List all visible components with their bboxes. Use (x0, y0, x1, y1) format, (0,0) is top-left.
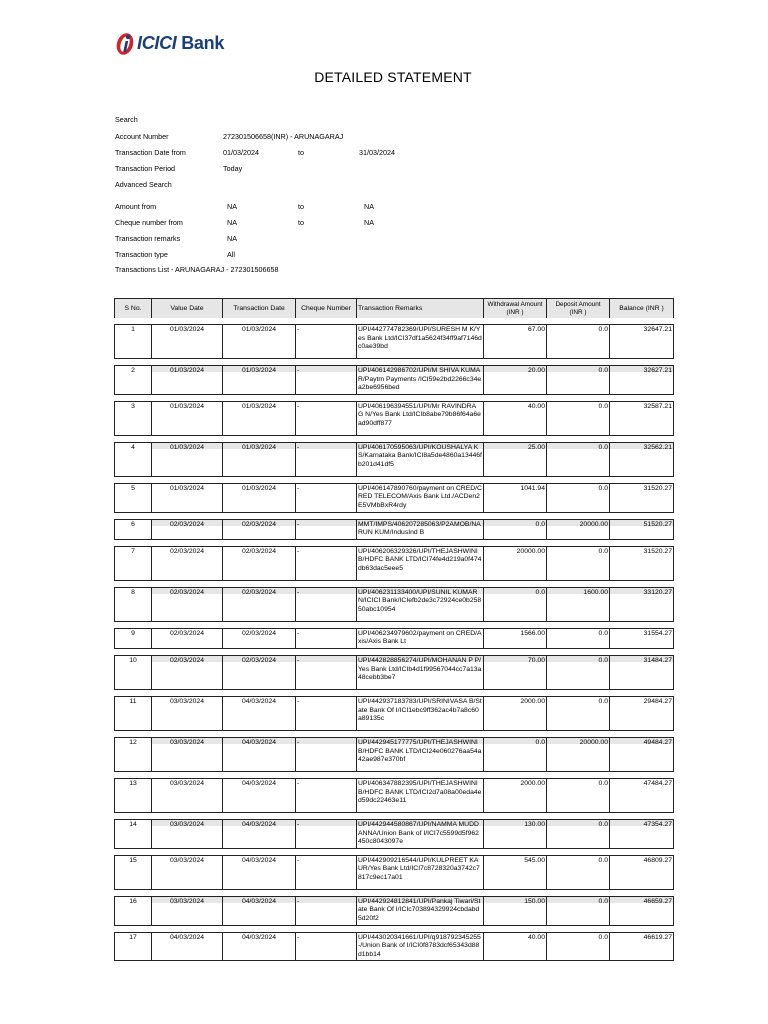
col-header-remarks: Transaction Remarks (356, 298, 483, 318)
cell-value-date: 03/03/2024 (151, 855, 222, 890)
col-header-transaction-date: Transaction Date (222, 298, 295, 318)
col-header-balance: Balance (INR ) (609, 298, 674, 318)
cell-cheque-number: - (295, 401, 356, 436)
cell-deposit: 0.0 (546, 855, 609, 890)
amount-to-value: NA (364, 202, 374, 211)
cell-deposit: 0.0 (546, 442, 609, 477)
cell-withdrawal: 2000.00 (483, 696, 546, 731)
cell-remarks: UPI/406234979602/payment on CRED/Axis/Axis Bank Lt (356, 628, 483, 649)
cheque-to-value: NA (364, 218, 374, 227)
advanced-search-heading: Advanced Search (115, 180, 172, 189)
cell-transaction-date: 04/03/2024 (222, 737, 295, 772)
cell-value-date: 03/03/2024 (151, 896, 222, 926)
cell-value-date: 02/03/2024 (151, 628, 222, 649)
amount-to-label: to (298, 202, 304, 211)
cell-cheque-number: - (295, 483, 356, 513)
cell-remarks: UPI/406347882395/UPI/THEJASHWINI B/HDFC BANK LTD/ICI2d7a08a00eda4ed59dc22463e11 (356, 778, 483, 813)
table-row (114, 628, 674, 649)
cell-value-date: 02/03/2024 (151, 655, 222, 690)
cell-sno: 12 (114, 737, 151, 772)
cell-transaction-date: 01/03/2024 (222, 401, 295, 436)
cheque-to-label: to (298, 218, 304, 227)
cell-withdrawal: 67.00 (483, 324, 546, 359)
table-row (114, 778, 674, 813)
cell-sno: 3 (114, 401, 151, 436)
cell-transaction-date: 04/03/2024 (222, 819, 295, 849)
cell-remarks: UPI/406142986702/UPI/M SHIVA KUMAR/Paytm Payments /ICI59e2bd2266c34ea2be6956bed (356, 365, 483, 395)
cell-remarks: UPI/442909216544/UPI/KULPREET KAUR/Yes Bank Ltd/ICI7c8728320a3742c7817c9ec17a01 (356, 855, 483, 890)
cell-transaction-date: 01/03/2024 (222, 365, 295, 395)
cell-cheque-number: - (295, 896, 356, 926)
period-label: Transaction Period (115, 164, 176, 173)
cell-balance: 29484.27 (609, 696, 674, 731)
cell-balance: 46659.27 (609, 896, 674, 926)
cell-withdrawal: 40.00 (483, 401, 546, 436)
cell-cheque-number: - (295, 324, 356, 359)
cell-transaction-date: 02/03/2024 (222, 628, 295, 649)
cell-value-date: 03/03/2024 (151, 819, 222, 849)
cell-balance: 49484.27 (609, 737, 674, 772)
cell-deposit: 0.0 (546, 932, 609, 962)
cell-remarks: UPI/442924812841/UPI/Pankaj Tiwari/State Bank Of I/ICIc703894329924cbdabd5d20f2 (356, 896, 483, 926)
cell-remarks: UPI/442945177775/UPI/THEJASHWINI B/HDFC BANK LTD/ICI24e060276aa54a42ae987e370bf (356, 737, 483, 772)
table-row (114, 546, 674, 581)
cheque-from-label: Cheque number from (115, 218, 183, 227)
cell-value-date: 03/03/2024 (151, 696, 222, 731)
cell-cheque-number: - (295, 778, 356, 813)
account-number-label: Account Number (115, 132, 169, 141)
cell-transaction-date: 02/03/2024 (222, 655, 295, 690)
cell-balance: 32647.21 (609, 324, 674, 359)
cell-sno: 6 (114, 519, 151, 540)
cell-value-date: 01/03/2024 (151, 442, 222, 477)
cell-balance: 31520.27 (609, 546, 674, 581)
cell-sno: 5 (114, 483, 151, 513)
cell-sno: 15 (114, 855, 151, 890)
cell-withdrawal: 0.0 (483, 519, 546, 540)
cell-cheque-number: - (295, 628, 356, 649)
cell-sno: 9 (114, 628, 151, 649)
cell-deposit: 0.0 (546, 896, 609, 926)
cell-remarks: UPI/442944580867/UPI/NAMMA MUDDANNA/Union Bank of I/ICI7c5599d5f962450c8043097e (356, 819, 483, 849)
page-title: DETAILED STATEMENT (314, 69, 472, 85)
cell-value-date: 02/03/2024 (151, 546, 222, 581)
cell-balance: 31554.27 (609, 628, 674, 649)
cell-balance: 47354.27 (609, 819, 674, 849)
cell-deposit: 0.0 (546, 696, 609, 731)
cell-value-date: 02/03/2024 (151, 519, 222, 540)
table-header-row (114, 298, 674, 318)
cell-cheque-number: - (295, 519, 356, 540)
cell-balance: 31520.27 (609, 483, 674, 513)
cell-transaction-date: 04/03/2024 (222, 932, 295, 962)
cell-balance: 32587.21 (609, 401, 674, 436)
type-label: Transaction type (115, 250, 168, 259)
type-value: All (227, 250, 235, 259)
cell-remarks: UPI/406206329326/UPI/THEJASHWINI B/HDFC BANK LTD/ICI74fe4d219a0f474db63dac5eee5 (356, 546, 483, 581)
cell-withdrawal: 25.00 (483, 442, 546, 477)
cell-sno: 13 (114, 778, 151, 813)
table-row (114, 401, 674, 436)
cell-sno: 7 (114, 546, 151, 581)
cell-cheque-number: - (295, 587, 356, 622)
cell-sno: 1 (114, 324, 151, 359)
cell-withdrawal: 70.00 (483, 655, 546, 690)
cell-withdrawal: 20.00 (483, 365, 546, 395)
cell-cheque-number: - (295, 696, 356, 731)
cell-value-date: 01/03/2024 (151, 483, 222, 513)
cell-deposit: 20000.00 (546, 519, 609, 540)
amount-from-value: NA (227, 202, 237, 211)
cell-value-date: 01/03/2024 (151, 365, 222, 395)
cell-deposit: 0.0 (546, 401, 609, 436)
cell-value-date: 02/03/2024 (151, 587, 222, 622)
cell-withdrawal: 545.00 (483, 855, 546, 890)
cell-transaction-date: 02/03/2024 (222, 587, 295, 622)
table-row (114, 696, 674, 731)
col-header-withdrawal: Withdrawal Amount (INR ) (483, 298, 546, 318)
cell-transaction-date: 04/03/2024 (222, 696, 295, 731)
brand-name (137, 33, 224, 54)
cell-deposit: 0.0 (546, 365, 609, 395)
cell-withdrawal: 2000.00 (483, 778, 546, 813)
cell-cheque-number: - (295, 819, 356, 849)
cell-transaction-date: 01/03/2024 (222, 324, 295, 359)
date-to-value: 31/03/2024 (359, 148, 395, 157)
cell-balance: 32562.21 (609, 442, 674, 477)
cell-remarks: UPI/442828856274/UPI/MOHANAN P P/Yes Bank Ltd/ICIb4d1f99567044cc7a13a48cebb3be7 (356, 655, 483, 690)
cell-cheque-number: - (295, 855, 356, 890)
amount-from-label: Amount from (115, 202, 157, 211)
cell-remarks: UPI/443020341661/UPI/q918792345255-/Union Bank of I/ICI0f8783dcf65343d88d1bb14 (356, 932, 483, 962)
transactions-body (114, 318, 674, 961)
cell-transaction-date: 01/03/2024 (222, 483, 295, 513)
cell-withdrawal: 150.00 (483, 896, 546, 926)
cell-remarks: UPI/406231133400/UPI/SUNIL KUMAR N/ICICI Bank/ICIefb2de3c72924ce0b25850abc10954 (356, 587, 483, 622)
cell-deposit: 20000.00 (546, 737, 609, 772)
cell-withdrawal: 1041.94 (483, 483, 546, 513)
cell-transaction-date: 02/03/2024 (222, 546, 295, 581)
cell-withdrawal: 1566.00 (483, 628, 546, 649)
table-row (114, 737, 674, 772)
table-row (114, 483, 674, 513)
remarks-label: Transaction remarks (115, 234, 181, 243)
cell-balance: 47484.27 (609, 778, 674, 813)
cell-remarks: MMT/IMPS/406207285063/P2AMOB/NARUN KUM/IndusInd B (356, 519, 483, 540)
cell-value-date: 04/03/2024 (151, 932, 222, 962)
date-from-value: 01/03/2024 (223, 148, 259, 157)
cell-deposit: 0.0 (546, 655, 609, 690)
brand-name-main: ICICI (137, 32, 177, 53)
cell-transaction-date: 01/03/2024 (222, 442, 295, 477)
remarks-value: NA (227, 234, 237, 243)
col-header-cheque-number: Cheque Number (295, 298, 356, 318)
cell-balance: 32627.21 (609, 365, 674, 395)
cell-remarks: UPI/406170595063/UPI/KOUSHALYA K S/Karnataka Bank/ICI8a5de4860a13446fb201d41df5 (356, 442, 483, 477)
cell-transaction-date: 04/03/2024 (222, 855, 295, 890)
cell-balance: 31484.27 (609, 655, 674, 690)
transactions-list-label: Transactions List - ARUNAGARAJ - 272301506658 (115, 265, 279, 274)
cell-withdrawal: 20000.00 (483, 546, 546, 581)
cell-value-date: 01/03/2024 (151, 324, 222, 359)
cell-deposit: 0.0 (546, 483, 609, 513)
cell-sno: 11 (114, 696, 151, 731)
cell-sno: 10 (114, 655, 151, 690)
table-row (114, 896, 674, 926)
cell-cheque-number: - (295, 655, 356, 690)
cell-sno: 14 (114, 819, 151, 849)
cell-cheque-number: - (295, 932, 356, 962)
table-row (114, 324, 674, 359)
account-number-value: 272301506658(INR) - ARUNAGARAJ (223, 132, 344, 141)
cell-cheque-number: - (295, 365, 356, 395)
cell-withdrawal: 40.00 (483, 932, 546, 962)
cell-balance: 33120.27 (609, 587, 674, 622)
search-heading: Search (115, 115, 138, 124)
cell-cheque-number: - (295, 546, 356, 581)
cell-transaction-date: 04/03/2024 (222, 896, 295, 926)
cheque-from-value: NA (227, 218, 237, 227)
cell-transaction-date: 04/03/2024 (222, 778, 295, 813)
col-header-deposit: Deposit Amount (INR ) (546, 298, 609, 318)
cell-deposit: 0.0 (546, 546, 609, 581)
cell-remarks: UPI/406147890760/payment on CRED/CRED TELECOM/Axis Bank Ltd./ACDen2E5VMbBxR4rdy (356, 483, 483, 513)
table-row (114, 855, 674, 890)
brand-name-suffix: Bank (176, 32, 225, 53)
cell-withdrawal: 130.00 (483, 819, 546, 849)
cell-cheque-number: - (295, 442, 356, 477)
cell-sno: 4 (114, 442, 151, 477)
cell-remarks: UPI/406196394551/UPI/Mr RAVINDRA G N/Yes Bank Ltd/ICIb8abe79b86f64a6ead90dff877 (356, 401, 483, 436)
cell-deposit: 0.0 (546, 819, 609, 849)
col-header-sno: S No. (114, 298, 151, 318)
cell-balance: 46809.27 (609, 855, 674, 890)
icici-bank-logo (113, 28, 224, 58)
cell-sno: 8 (114, 587, 151, 622)
cell-withdrawal: 0.0 (483, 737, 546, 772)
table-row (114, 442, 674, 477)
cell-cheque-number: - (295, 737, 356, 772)
cell-balance: 51520.27 (609, 519, 674, 540)
cell-deposit: 0.0 (546, 628, 609, 649)
cell-withdrawal: 0.0 (483, 587, 546, 622)
cell-sno: 2 (114, 365, 151, 395)
cell-deposit: 0.0 (546, 778, 609, 813)
table-row (114, 932, 674, 962)
cell-sno: 17 (114, 932, 151, 962)
cell-remarks: UPI/442774782369/UPI/SURESH M K/Yes Bank Ltd/ICI37df1a5624f34ff9af7146dc0ae39bd (356, 324, 483, 359)
period-value: Today (223, 164, 243, 173)
cell-transaction-date: 02/03/2024 (222, 519, 295, 540)
cell-value-date: 03/03/2024 (151, 737, 222, 772)
cell-value-date: 03/03/2024 (151, 778, 222, 813)
table-row (114, 519, 674, 540)
icici-logo-mark-icon (113, 30, 135, 56)
cell-sno: 16 (114, 896, 151, 926)
cell-value-date: 01/03/2024 (151, 401, 222, 436)
table-row (114, 819, 674, 849)
transactions-table (114, 298, 674, 961)
date-to-label: to (298, 148, 304, 157)
cell-remarks: UPI/442937183783/UPI/SRINIVASA B/State Bank Of I/ICI1ebc9ff362ac4b7a8c60a89135c (356, 696, 483, 731)
cell-deposit: 0.0 (546, 324, 609, 359)
cell-balance: 46619.27 (609, 932, 674, 962)
date-from-label: Transaction Date from (115, 148, 186, 157)
table-row (114, 365, 674, 395)
table-row (114, 587, 674, 622)
cell-deposit: 1600.00 (546, 587, 609, 622)
col-header-value-date: Value Date (151, 298, 222, 318)
table-row (114, 655, 674, 690)
